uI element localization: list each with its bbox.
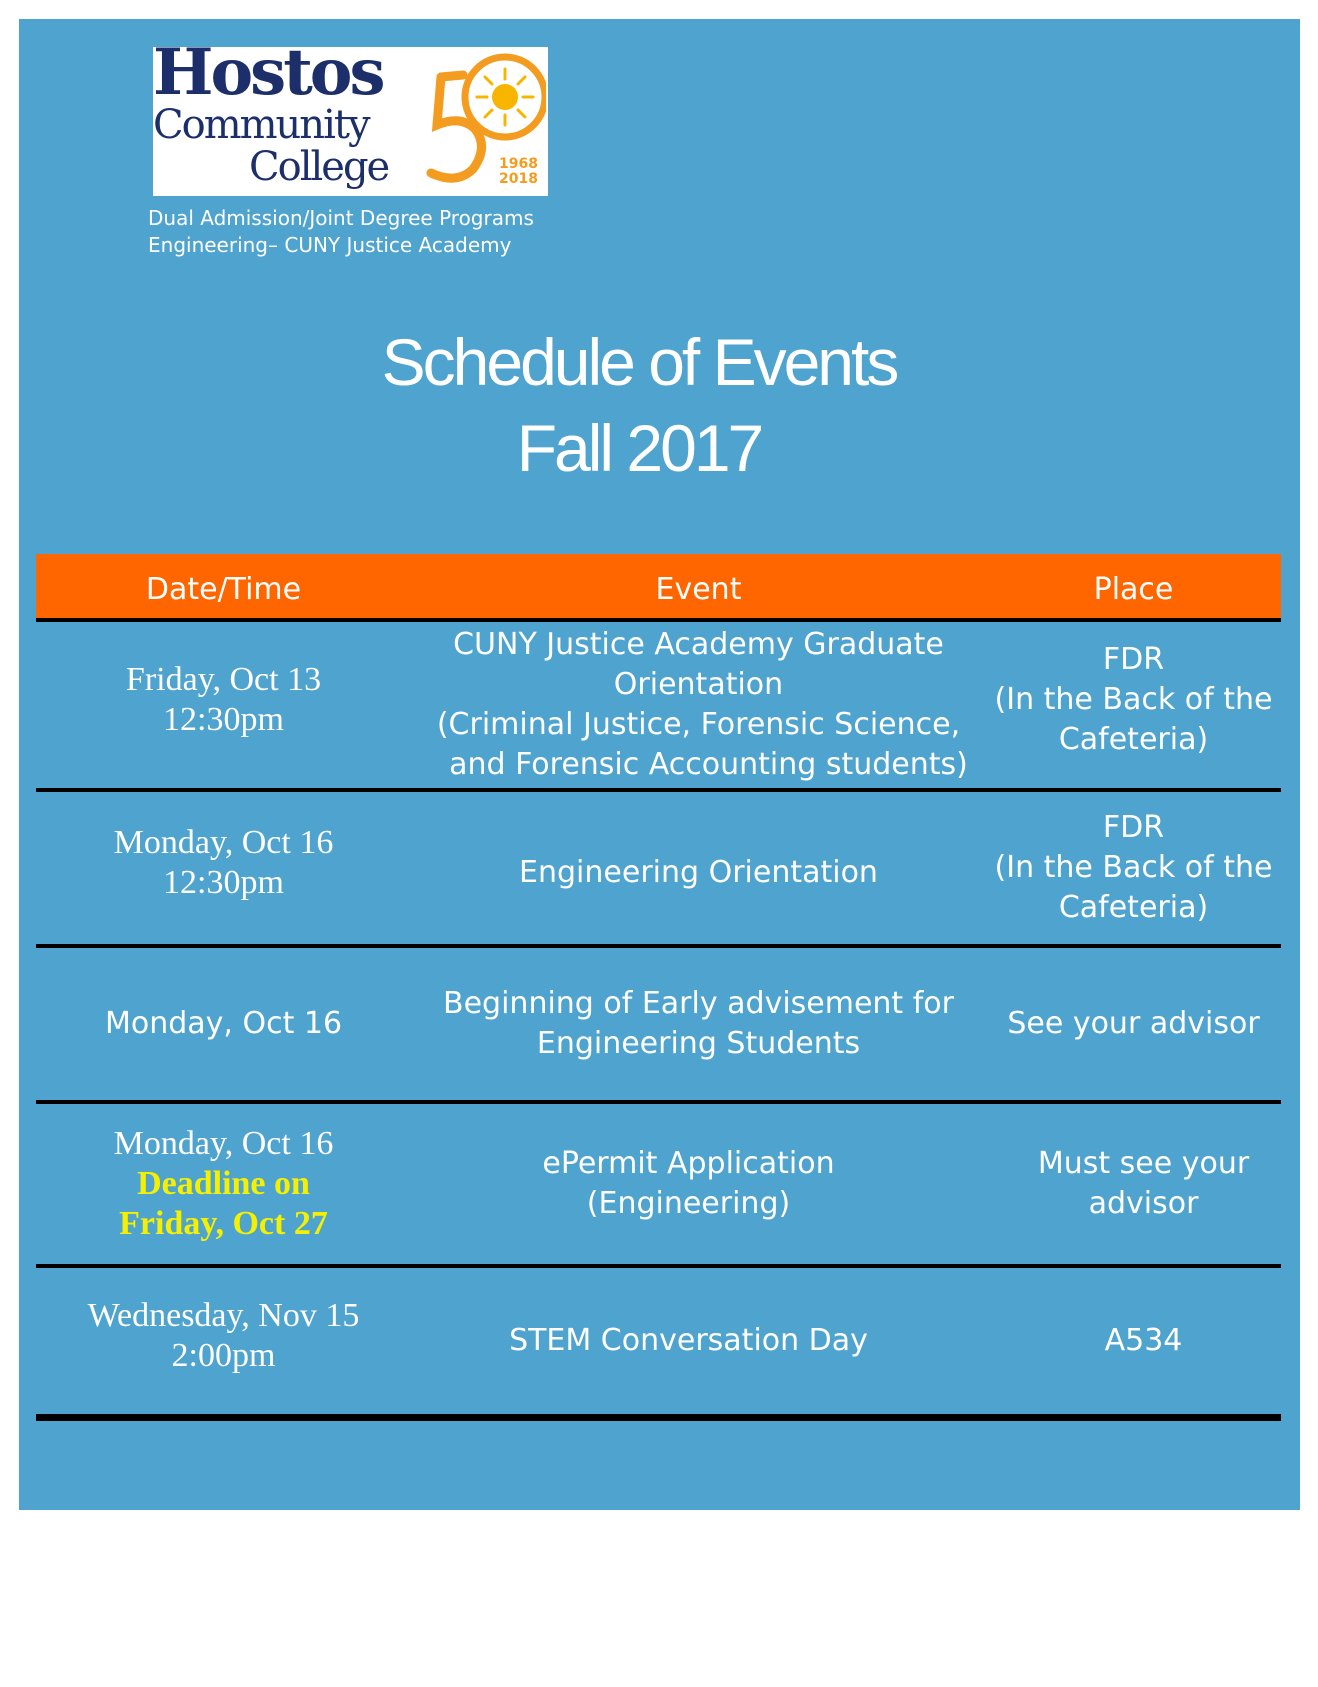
place-text: Cafeteria) [1058,890,1209,925]
row-event [411,792,986,944]
time-text: 2:00pm [171,1337,276,1374]
row-place [986,948,1281,1100]
row-date [36,1104,411,1264]
row-place [986,1268,1281,1414]
header-event: Event [655,572,742,607]
logo-college-text: College [249,144,389,190]
event-text: and Forensic Accounting students) [449,747,968,782]
row-place [986,622,1281,788]
logo-years [499,157,538,186]
title-line-1: Schedule of Events [381,325,897,399]
table-row [36,1104,1281,1268]
deadline-text: Deadline on [137,1165,310,1202]
row-place [986,1104,1281,1264]
event-text: Orientation [613,667,784,702]
program-subtitle [148,205,534,259]
date-text: Monday, Oct 16 [104,1006,343,1041]
event-text: Beginning of Early advisement for [443,986,954,1021]
schedule-table [36,554,1281,1421]
schedule-panel [19,19,1300,1510]
place-text: FDR [1102,810,1165,845]
college-logo [153,35,548,196]
row-date [36,1268,411,1414]
table-row [36,792,1281,948]
table-header [36,554,1281,622]
logo-year-start: 1968 [499,156,538,172]
row-event [411,622,986,788]
event-text: (Criminal Justice, Forensic Science, [436,707,961,742]
place-text: A534 [1104,1323,1183,1358]
time-text: 12:30pm [163,701,284,738]
row-date [36,792,411,944]
event-text: Engineering Students [536,1026,861,1061]
place-text: FDR [1102,642,1165,677]
subtitle-line-2: Engineering– CUNY Justice Academy [148,233,512,257]
date-text: Monday, Oct 16 [113,1125,334,1162]
subtitle-line-1: Dual Admission/Joint Degree Programs [148,206,534,230]
title-line-2: Fall 2017 [516,411,762,485]
row-date [36,622,411,788]
place-text: Cafeteria) [1058,722,1209,757]
header-place: Place [1093,572,1174,607]
page-title [19,319,1259,491]
table-row [36,622,1281,792]
row-event [411,948,986,1100]
place-text: (In the Back of the [994,682,1273,717]
row-event [411,1268,986,1414]
logo-hostos-text: Hostos [153,35,383,110]
row-place [986,792,1281,944]
logo-year-end: 2018 [499,170,538,187]
event-text: CUNY Justice Academy Graduate [453,627,944,662]
header-date-time: Date/Time [145,572,302,607]
event-text: (Engineering) [586,1186,791,1221]
place-text: (In the Back of the [994,850,1273,885]
event-text: Engineering Orientation [519,855,878,890]
date-text: Monday, Oct 16 [113,824,334,861]
time-text: 12:30pm [163,864,284,901]
row-event [411,1104,986,1264]
deadline-text: Friday, Oct 27 [119,1205,328,1242]
logo-community-text: Community [153,102,369,148]
place-text: See your advisor [1007,1006,1260,1041]
table-row [36,948,1281,1104]
date-text: Wednesday, Nov 15 [87,1297,360,1334]
place-text: Must see your [1037,1146,1250,1181]
date-text: Friday, Oct 13 [125,661,322,698]
table-row [36,1268,1281,1421]
event-text: STEM Conversation Day [509,1323,868,1358]
event-text: ePermit Application [542,1146,835,1181]
place-text: advisor [1088,1186,1199,1221]
row-date [36,948,411,1100]
